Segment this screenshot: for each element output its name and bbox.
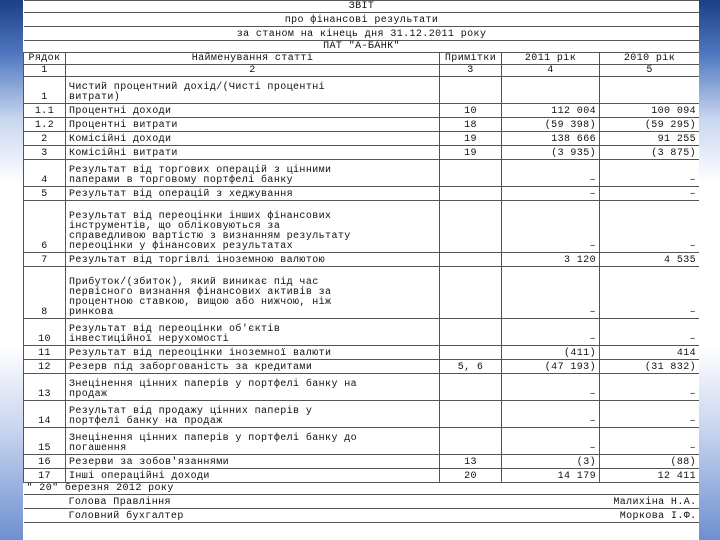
spacer-cell bbox=[24, 495, 66, 509]
column-number: 2 bbox=[66, 65, 440, 77]
row-number: 1 bbox=[24, 77, 66, 104]
row-number: 1.1 bbox=[24, 104, 66, 118]
value-2011: 138 666 bbox=[502, 132, 600, 146]
note-ref bbox=[440, 187, 502, 201]
row-number: 4 bbox=[24, 160, 66, 187]
row-number: 14 bbox=[24, 401, 66, 428]
note-ref bbox=[440, 267, 502, 319]
value-2010: – bbox=[600, 319, 700, 346]
value-2010: (88) bbox=[600, 455, 700, 469]
value-2010: – bbox=[600, 201, 700, 253]
table-row bbox=[24, 187, 700, 201]
value-2011: (3) bbox=[502, 455, 600, 469]
note-ref bbox=[440, 77, 502, 104]
value-2011: (411) bbox=[502, 346, 600, 360]
note-ref bbox=[440, 253, 502, 267]
note-ref bbox=[440, 319, 502, 346]
report-period: за станом на кінець дня 31.12.2011 року bbox=[24, 27, 700, 41]
value-2011: – bbox=[502, 201, 600, 253]
value-2010: 4 535 bbox=[600, 253, 700, 267]
value-2011: – bbox=[502, 319, 600, 346]
table-row bbox=[24, 346, 700, 360]
table-row bbox=[24, 469, 700, 483]
column-header-year-2010: 2010 рік bbox=[600, 53, 700, 65]
table-row bbox=[24, 146, 700, 160]
table-row bbox=[24, 132, 700, 146]
item-name: Знецінення цінних паперів у портфелі банку до погашення bbox=[66, 428, 440, 455]
table-row bbox=[24, 319, 700, 346]
note-ref bbox=[440, 374, 502, 401]
value-2010: 100 094 bbox=[600, 104, 700, 118]
column-numbers-row bbox=[24, 65, 700, 77]
column-number: 3 bbox=[440, 65, 502, 77]
value-2011: – bbox=[502, 374, 600, 401]
note-ref bbox=[440, 160, 502, 187]
spacer-cell bbox=[24, 509, 66, 523]
report-subtitle: про фінансові результати bbox=[24, 13, 700, 27]
note-ref bbox=[440, 346, 502, 360]
report-sheet bbox=[23, 0, 699, 540]
note-ref: 18 bbox=[440, 118, 502, 132]
note-ref: 10 bbox=[440, 104, 502, 118]
item-name: Інші операційні доходи bbox=[66, 469, 440, 483]
item-name: Результат від переоцінки іноземної валюти bbox=[66, 346, 440, 360]
item-name: Процентні доходи bbox=[66, 104, 440, 118]
note-ref: 13 bbox=[440, 455, 502, 469]
row-number: 1.2 bbox=[24, 118, 66, 132]
column-header-notes: Примітки bbox=[440, 53, 502, 65]
chief-accountant-label: Головний бухгалтер bbox=[66, 509, 502, 523]
note-ref bbox=[440, 201, 502, 253]
value-2010: – bbox=[600, 267, 700, 319]
item-name: Результат від переоцінки інших фінансових інструментів, що обліковуються за справедливою вартістю з визнанням результату переоцінки у фінансових результатах bbox=[66, 201, 440, 253]
report-date: " 20" березня 2012 року bbox=[24, 483, 700, 495]
column-header-year-2011: 2011 рік bbox=[502, 53, 600, 65]
report-title: ЗВІТ bbox=[24, 1, 700, 13]
row-number: 15 bbox=[24, 428, 66, 455]
table-row bbox=[24, 374, 700, 401]
row-number: 16 bbox=[24, 455, 66, 469]
note-ref: 19 bbox=[440, 146, 502, 160]
value-2011: – bbox=[502, 187, 600, 201]
value-2011: – bbox=[502, 160, 600, 187]
table-row bbox=[24, 77, 700, 104]
item-name: Результат від продажу цінних паперів у портфелі банку на продаж bbox=[66, 401, 440, 428]
bank-name: ПАТ "А-БАНК" bbox=[24, 41, 700, 53]
value-2011: (3 935) bbox=[502, 146, 600, 160]
row-number: 10 bbox=[24, 319, 66, 346]
row-number: 8 bbox=[24, 267, 66, 319]
value-2010: (59 295) bbox=[600, 118, 700, 132]
column-header-item-name: Найменування статті bbox=[66, 53, 440, 65]
item-name: Результат від операцій з хеджування bbox=[66, 187, 440, 201]
value-2010: – bbox=[600, 187, 700, 201]
value-2011: (59 398) bbox=[502, 118, 600, 132]
row-number: 7 bbox=[24, 253, 66, 267]
value-2010: – bbox=[600, 428, 700, 455]
item-name: Комісійні витрати bbox=[66, 146, 440, 160]
item-name: Результат від торгівлі іноземною валютою bbox=[66, 253, 440, 267]
column-header-row-number: Рядок bbox=[24, 53, 66, 65]
table-header-row bbox=[24, 53, 700, 65]
value-2010: – bbox=[600, 374, 700, 401]
value-2011: 3 120 bbox=[502, 253, 600, 267]
value-2010: – bbox=[600, 401, 700, 428]
row-number: 2 bbox=[24, 132, 66, 146]
item-name: Резерви за зобов'язаннями bbox=[66, 455, 440, 469]
value-2010: (31 832) bbox=[600, 360, 700, 374]
value-2010: 12 411 bbox=[600, 469, 700, 483]
financial-results-table bbox=[23, 0, 699, 523]
row-number: 12 bbox=[24, 360, 66, 374]
note-ref bbox=[440, 401, 502, 428]
value-2011: – bbox=[502, 428, 600, 455]
note-ref: 19 bbox=[440, 132, 502, 146]
item-name: Результат від переоцінки об'єктів інвестиційної нерухомості bbox=[66, 319, 440, 346]
table-row bbox=[24, 455, 700, 469]
chairman-label: Голова Правління bbox=[66, 495, 502, 509]
table-row bbox=[24, 360, 700, 374]
note-ref bbox=[440, 428, 502, 455]
row-number: 13 bbox=[24, 374, 66, 401]
item-name: Резерв під заборгованість за кредитами bbox=[66, 360, 440, 374]
column-number: 5 bbox=[600, 65, 700, 77]
table-row bbox=[24, 428, 700, 455]
row-number: 11 bbox=[24, 346, 66, 360]
item-name: Прибуток/(збиток), який виникає під час первісного визнання фінансових активів за процентною ставкою, вищою або нижчою, ніж ринкова bbox=[66, 267, 440, 319]
row-number: 17 bbox=[24, 469, 66, 483]
note-ref: 20 bbox=[440, 469, 502, 483]
value-2011 bbox=[502, 77, 600, 104]
value-2010: (3 875) bbox=[600, 146, 700, 160]
item-name: Чистий процентний дохід/(Чисті процентні витрати) bbox=[66, 77, 440, 104]
value-2010: – bbox=[600, 160, 700, 187]
item-name: Результат від торгових операцій з цінними паперами в торговому портфелі банку bbox=[66, 160, 440, 187]
table-row bbox=[24, 401, 700, 428]
table-row bbox=[24, 104, 700, 118]
row-number: 5 bbox=[24, 187, 66, 201]
item-name: Процентні витрати bbox=[66, 118, 440, 132]
table-row bbox=[24, 267, 700, 319]
value-2010: 91 255 bbox=[600, 132, 700, 146]
column-number: 1 bbox=[24, 65, 66, 77]
note-ref: 5, 6 bbox=[440, 360, 502, 374]
value-2011: 14 179 bbox=[502, 469, 600, 483]
value-2010 bbox=[600, 77, 700, 104]
value-2011: 112 004 bbox=[502, 104, 600, 118]
table-row bbox=[24, 201, 700, 253]
value-2011: – bbox=[502, 267, 600, 319]
table-row bbox=[24, 118, 700, 132]
table-row bbox=[24, 160, 700, 187]
value-2011: – bbox=[502, 401, 600, 428]
item-name: Знецінення цінних паперів у портфелі банку на продаж bbox=[66, 374, 440, 401]
column-number: 4 bbox=[502, 65, 600, 77]
chairman-name: Малихіна Н.А. bbox=[502, 495, 700, 509]
table-row bbox=[24, 253, 700, 267]
item-name: Комісійні доходи bbox=[66, 132, 440, 146]
value-2011: (47 193) bbox=[502, 360, 600, 374]
row-number: 6 bbox=[24, 201, 66, 253]
value-2010: 414 bbox=[600, 346, 700, 360]
chief-accountant-name: Моркова І.Ф. bbox=[502, 509, 700, 523]
row-number: 3 bbox=[24, 146, 66, 160]
